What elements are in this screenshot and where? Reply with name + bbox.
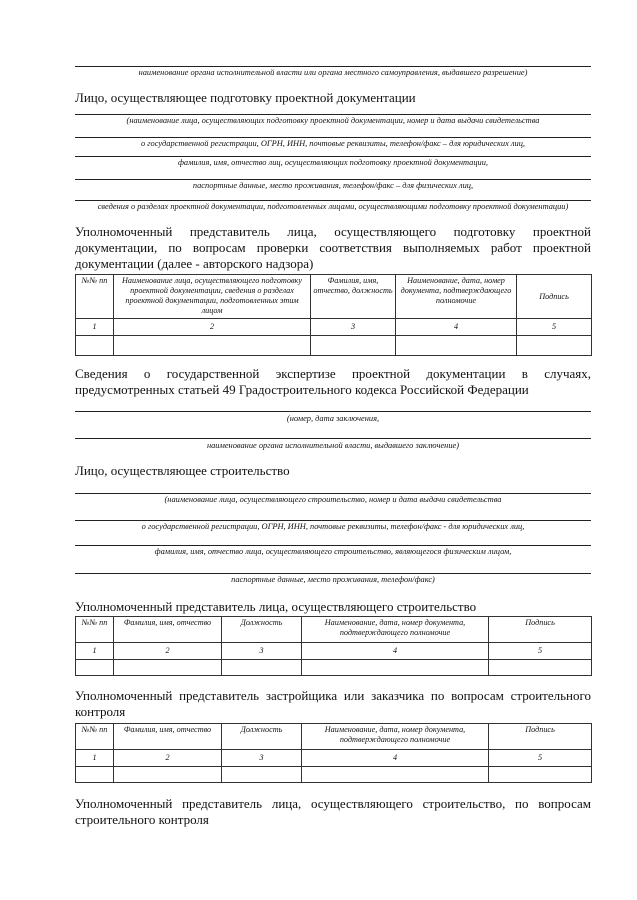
table-header-cell: №№ пп	[76, 617, 114, 643]
section-heading-builder-rep: Уполномоченный представитель лица, осуществляющего строительство	[75, 599, 477, 614]
field-caption: наименование органа исполнительной власти или органа местного самоуправления, выдавшего разрешение)	[138, 68, 528, 77]
table-header-cell: Наименование, дата, номер документа, подтверждающего полномочие	[396, 275, 517, 319]
table-header-cell: Наименование, дата, номер документа, подтверждающего полномочие	[302, 724, 489, 750]
table-header-cell: №№ пп	[76, 724, 114, 750]
empty-cell	[222, 660, 302, 676]
table-header-cell: Фамилия, имя, отчество	[114, 617, 222, 643]
field-caption: о государственной регистрации, ОГРН, ИНН, почтовые реквизиты, телефон/факс – для юридических лиц,	[140, 139, 526, 148]
supervision-table	[75, 274, 592, 356]
table-header-cell: №№ пп	[76, 275, 114, 319]
column-number: 3	[311, 319, 396, 336]
empty-cell	[114, 767, 222, 783]
section-heading-designer: Лицо, осуществляющее подготовку проектной документации	[75, 90, 416, 105]
column-number: 4	[396, 319, 517, 336]
empty-cell	[114, 660, 222, 676]
field-caption: (номер, дата заключения,	[286, 414, 380, 423]
empty-cell	[517, 336, 592, 356]
section-heading-client-rep: Уполномоченный представитель застройщика или заказчика по вопросам строительного контроля	[75, 688, 591, 719]
table-header-cell: Подпись	[489, 617, 592, 643]
field-caption: паспортные данные, место проживания, телефон/факс – для физических лиц,	[192, 181, 474, 190]
empty-cell	[76, 336, 114, 356]
column-number: 4	[302, 750, 489, 767]
column-number: 1	[76, 750, 114, 767]
column-number: 2	[114, 750, 222, 767]
section-heading-supervision: Уполномоченный представитель лица, осуществляющего подготовку проектной документации, по вопросам проверки соответствия выполняемых работ проектной документации (далее - авторского надзора)	[75, 224, 591, 271]
field-caption: (наименование лица, осуществляющих подготовку проектной документации, номер и дата выдачи свидетельства	[126, 116, 540, 125]
form-line	[75, 411, 591, 412]
field-caption: наименование органа исполнительной власти, выдавшего заключение)	[206, 441, 460, 450]
builder-rep-table	[75, 616, 592, 676]
table-header-cell: Должность	[222, 724, 302, 750]
table-header-cell: Наименование лица, осуществляющего подготовку проектной документации, сведения о разделах проектной документации, подготовленных этим лицом	[114, 275, 311, 319]
empty-cell	[311, 336, 396, 356]
column-number: 1	[76, 643, 114, 660]
column-number: 2	[114, 319, 311, 336]
section-heading-builder-control: Уполномоченный представитель лица, осуществляющего строительство, по вопросам строительного контроля	[75, 796, 591, 827]
column-number: 5	[489, 750, 592, 767]
column-number: 3	[222, 643, 302, 660]
empty-cell	[76, 660, 114, 676]
empty-cell	[489, 660, 592, 676]
column-number: 4	[302, 643, 489, 660]
table-header-cell: Подпись	[489, 724, 592, 750]
section-heading-builder: Лицо, осуществляющее строительство	[75, 463, 290, 478]
empty-cell	[489, 767, 592, 783]
table-header-cell: Фамилия, имя, отчество, должность	[311, 275, 396, 319]
column-number: 5	[517, 319, 592, 336]
field-caption: сведения о разделах проектной документации, подготовленных лицами, осуществляющими подготовку проектной документации)	[97, 202, 569, 211]
empty-cell	[76, 767, 114, 783]
field-caption: паспортные данные, место проживания, телефон/факс)	[231, 575, 435, 584]
field-caption: фамилия, имя, отчество лица, осуществляющего строительство, являющегося физическим лицом,	[154, 547, 512, 556]
table-header-cell: Подпись	[517, 275, 592, 319]
field-caption: (наименование лица, осуществляющего строительство, номер и дата выдачи свидетельства	[164, 495, 502, 504]
column-number: 1	[76, 319, 114, 336]
column-number: 3	[222, 750, 302, 767]
table-header-cell: Должность	[222, 617, 302, 643]
field-caption: фамилия, имя, отчество лиц, осуществляющих подготовку проектной документации,	[177, 158, 489, 167]
column-number: 5	[489, 643, 592, 660]
empty-cell	[302, 767, 489, 783]
empty-cell	[302, 660, 489, 676]
empty-cell	[396, 336, 517, 356]
empty-cell	[114, 336, 311, 356]
form-line	[75, 438, 591, 439]
section-heading-expertise: Сведения о государственной экспертизе проектной документации в случаях, предусмотренных статьей 49 Градостроительного кодекса Российской Федерации	[75, 366, 591, 397]
table-header-cell: Фамилия, имя, отчество	[114, 724, 222, 750]
empty-cell	[222, 767, 302, 783]
column-number: 2	[114, 643, 222, 660]
table-header-cell: Наименование, дата, номер документа, подтверждающего полномочие	[302, 617, 489, 643]
client-rep-table	[75, 723, 592, 783]
field-caption: о государственной регистрации, ОГРН, ИНН, почтовые реквизиты, телефон/факс - для юридических лиц,	[141, 522, 525, 531]
